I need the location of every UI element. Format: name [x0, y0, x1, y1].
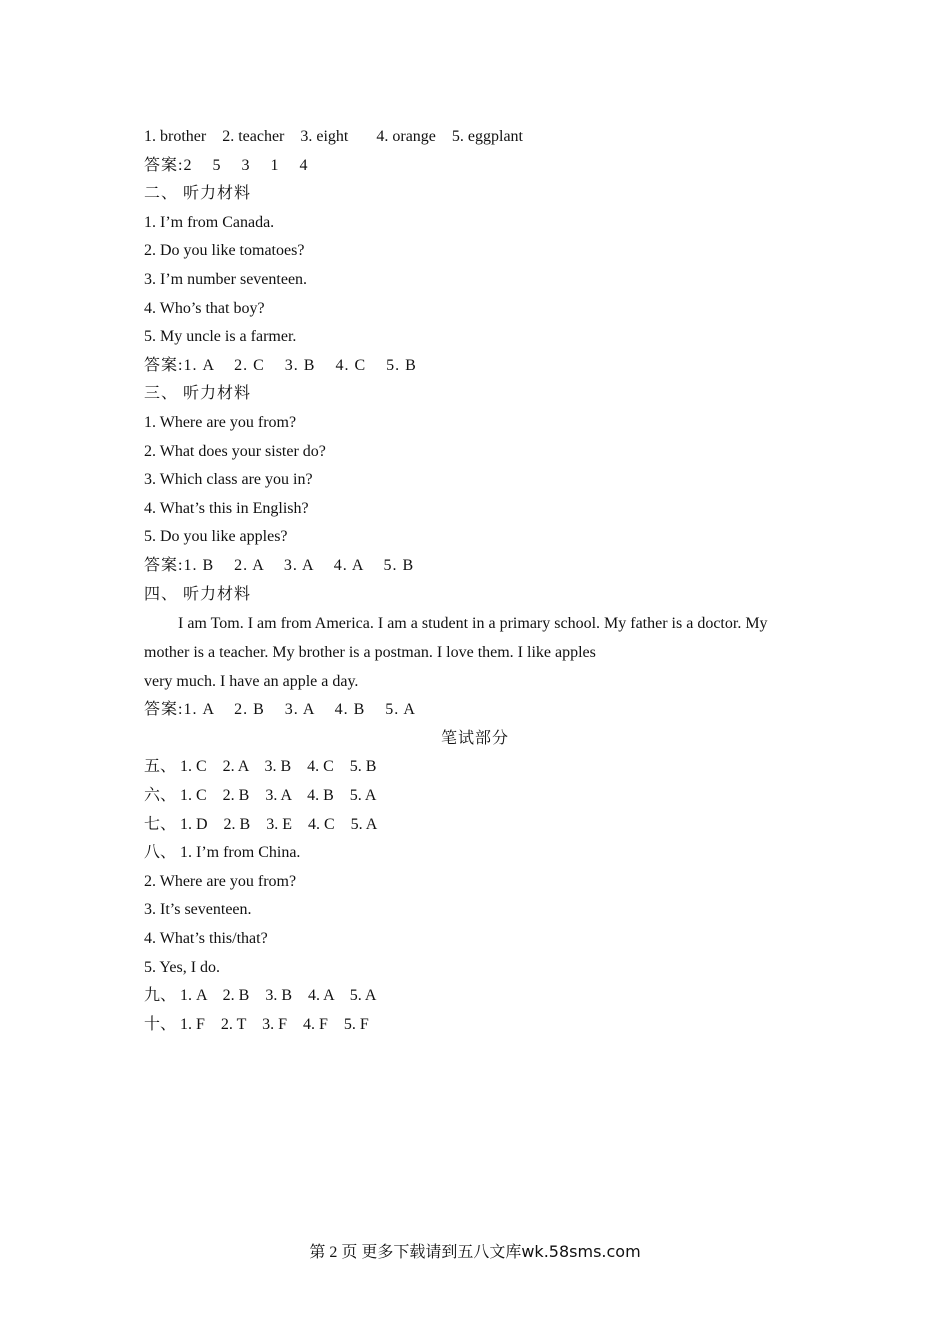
text-line: 2. Do you like tomatoes? — [144, 242, 305, 260]
text-line: 4. Who’s that boy? — [144, 299, 265, 317]
text-line: 2. What does your sister do? — [144, 442, 326, 460]
text-line: 九、 1. A 2. B 3. B 4. A 5. A — [144, 987, 377, 1005]
text-line: 答案:1. A 2. C 3. B 4. C 5. B — [144, 356, 417, 374]
text-line: 七、 1. D 2. B 3. E 4. C 5. A — [144, 815, 378, 833]
listening-passage-tail: very much. I have an apple a day. — [144, 672, 359, 690]
section-heading: 三、 听力材料 — [144, 385, 252, 403]
text-line: 4. What’s this in English? — [144, 499, 309, 517]
text-line: 1. Where are you from? — [144, 413, 297, 431]
text-line: 十、 1. F 2. T 3. F 4. F 5. F — [144, 1015, 369, 1033]
text-line: 3. Which class are you in? — [144, 471, 313, 489]
text-line: 3. I’m number seventeen. — [144, 270, 308, 288]
section-heading: 四、 听力材料 — [144, 585, 252, 603]
footer-page-label: 第 2 页 更多下载请到五八文库 — [309, 1244, 522, 1261]
footer-site-link[interactable]: wk.58sms.com — [521, 1242, 641, 1261]
listening-section — [144, 123, 806, 609]
text-line: 5. Do you like apples? — [144, 528, 288, 546]
page-footer — [0, 1240, 950, 1265]
text-line: 5. My uncle is a farmer. — [144, 328, 297, 346]
section-heading: 二、 听力材料 — [144, 185, 252, 203]
answer-content — [144, 123, 806, 1039]
text-line: 八、 1. I’m from China. — [144, 844, 301, 862]
text-line: 六、 1. C 2. B 3. A 4. B 5. A — [144, 787, 377, 805]
text-line: 答案:1. A 2. B 3. A 4. B 5. A — [144, 701, 416, 719]
text-line: 1. I’m from Canada. — [144, 213, 275, 231]
text-line: 1. brother 2. teacher 3. eight 4. orange 5. eggplant — [144, 128, 523, 145]
listening-passage: I am Tom. I am from America. I am a student in a primary school. My father is a doctor. My mother is a teacher. My brother is a postman. I love them. I like apples — [144, 615, 768, 662]
written-section — [144, 753, 806, 1039]
text-line: 五、 1. C 2. A 3. B 4. C 5. B — [144, 758, 377, 776]
text-line: 2. Where are you from? — [144, 872, 297, 890]
text-line: 5. Yes, I do. — [144, 958, 221, 976]
written-section-title: 笔试部分 — [440, 729, 509, 747]
text-line: 4. What’s this/that? — [144, 930, 268, 948]
text-line: 答案:1. B 2. A 3. A 4. A 5. B — [144, 556, 415, 574]
text-line: 答案:2 5 3 1 4 — [144, 156, 309, 174]
text-line: 3. It’s seventeen. — [144, 901, 252, 919]
